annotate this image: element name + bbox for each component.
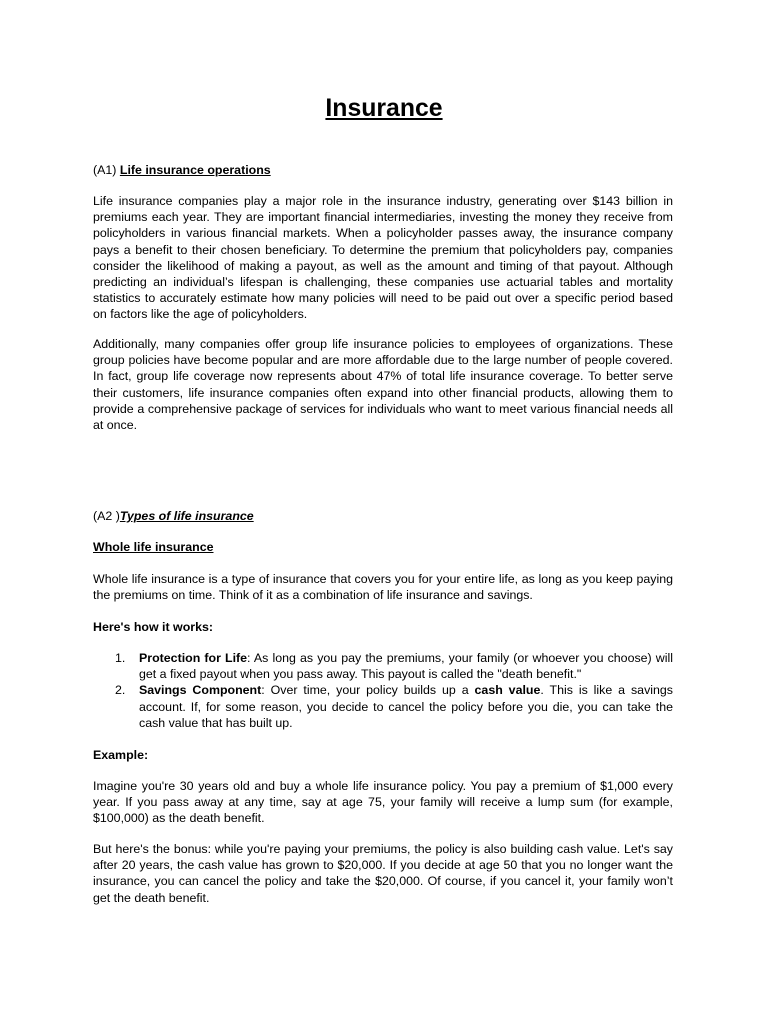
whole-life-intro: Whole life insurance is a type of insurance that covers you for your entire life, as long as you keep paying the premiums on time. Think of it as a combination of life insurance and savings. (93, 572, 673, 603)
section-a2-prefix: (A2 ) (93, 509, 120, 523)
list-item-text: . This is like a savings account. If, for some reason, you decide to cancel the policy before you die, you can take the cash value that has built up. (139, 683, 673, 730)
list-item-number: 1. (115, 651, 126, 665)
example-heading: Example: (93, 748, 149, 762)
list-item (93, 650, 673, 682)
example-paragraph-2: But here's the bonus: while you're paying your premiums, the policy is also building cash value. Let's say after 20 years, the cash value has grown to $20,000. If you decide at age 50 that you no longer want the insurance, you can cancel the policy and take the $20,000. Of course, if you cancel it, your family won’t get the death benefit. (93, 842, 673, 905)
list-item-text: : Over time, your policy builds up a (261, 683, 475, 698)
whole-life-subheading: Whole life insurance (93, 540, 214, 554)
section-a1-prefix: (A1) (93, 163, 117, 177)
list-item-bold-term: cash value (474, 683, 541, 698)
how-it-works-list (93, 650, 673, 731)
list-item-term: Protection for Life (139, 651, 248, 665)
list-item-number: 2. (115, 683, 126, 698)
section-a1-heading (93, 162, 673, 178)
section-a2-heading (93, 508, 673, 524)
list-item-text: : As long as you pay the premiums, your family (or whoever you choose) will get a fixed payout when you pass away. This payout is called the "death benefit." (139, 651, 673, 682)
section-a1-paragraph-2: Additionally, many companies offer group life insurance policies to employees of organizations. These group policies have become popular and are more affordable due to the large number of people covered. In fact, group life coverage now represents about 47% of total life insurance coverage. To better serve their customers, life insurance companies often expand into other financial products, allowing them to provide a comprehensive package of services for individuals who want to meet various financial needs all at once. (93, 337, 673, 433)
list-item-term: Savings Component (139, 683, 262, 698)
list-item (93, 682, 673, 731)
example-paragraph-1: Imagine you're 30 years old and buy a whole life insurance policy. You pay a premium of $1,000 every year. If you pass away at any time, say at age 75, your family will receive a lump sum (for example, $100,000) as the death benefit. (93, 779, 673, 826)
how-it-works-heading: Here's how it works: (93, 620, 213, 634)
section-a2-title: Types of life insurance (119, 509, 254, 523)
document-title: Insurance (325, 95, 443, 122)
section-a1-paragraph-1: Life insurance companies play a major role in the insurance industry, generating over $143 billion in premiums each year. They are important financial intermediaries, investing the money they receive from policyholders in various financial markets. When a policyholder passes away, the insurance company pays a benefit to their chosen beneficiary. To determine the premium that policyholders pay, companies consider the likelihood of making a payout, as well as the amount and timing of that payout. Although predicting an individual’s lifespan is challenging, these companies use actuarial tables and mortality statistics to accurately estimate how many policies will need to be paid out over a specific period based on factors like the age of policyholders. (93, 194, 673, 322)
section-a1-title: Life insurance operations (119, 163, 271, 177)
